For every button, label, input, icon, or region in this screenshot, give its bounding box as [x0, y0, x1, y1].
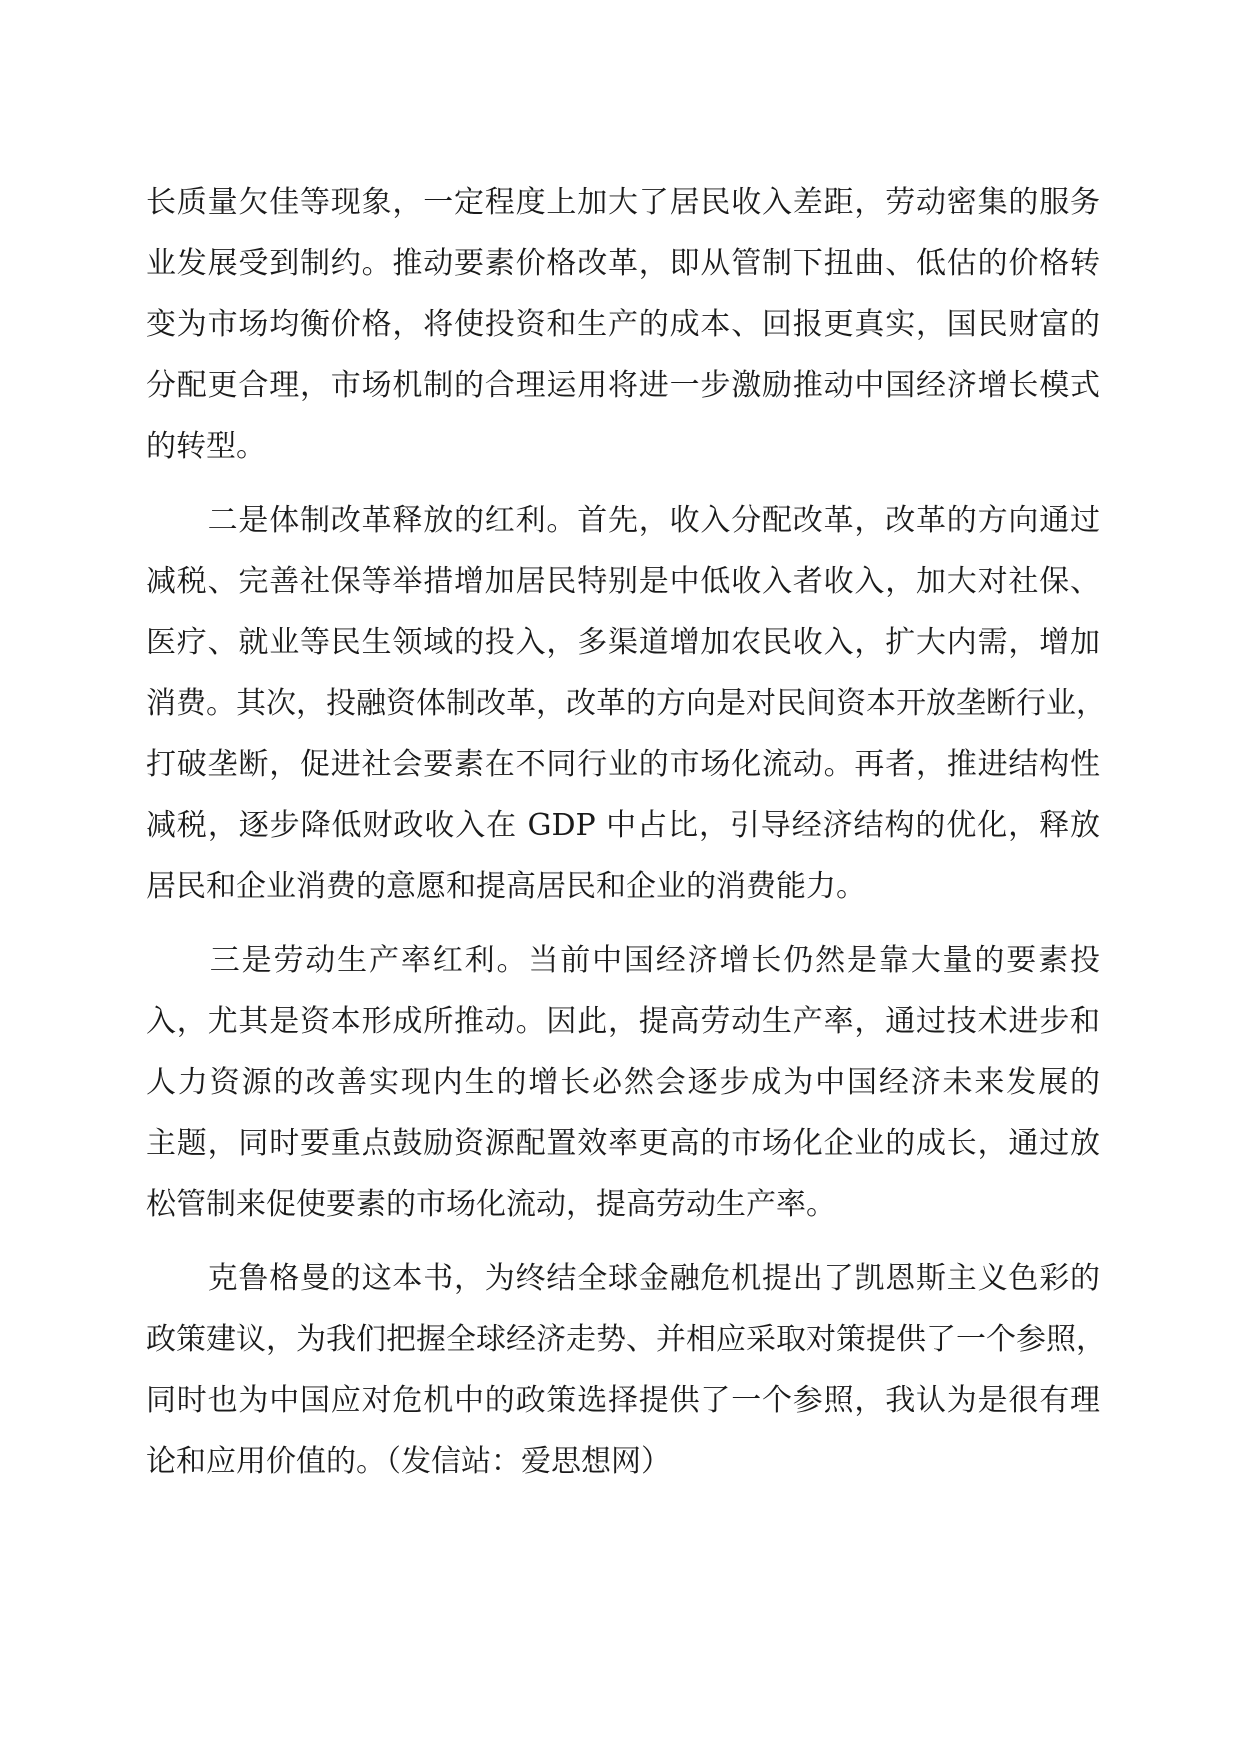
text-line: 论和应用价值的。（发信站：爱思想网）	[146, 1444, 671, 1479]
text-line: 三是劳动生产率红利。当前中国经济增长仍然是靠大量的要素投	[146, 943, 1100, 978]
text-line: 打破垄断，促进社会要素在不同行业的市场化流动。再者，推进结构性	[146, 747, 1100, 782]
text-line: 医疗、就业等民生领域的投入，多渠道增加农民收入，扩大内需，增加	[146, 625, 1100, 660]
text-line: 减税，逐步降低财政收入在 GDP 中占比，引导经济结构的优化，释放	[146, 808, 1100, 843]
text-line: 居民和企业消费的意愿和提高居民和企业的消费能力。	[146, 869, 866, 904]
text-line: 减税、完善社保等举措增加居民特别是中低收入者收入，加大对社保、	[146, 564, 1100, 599]
paragraph-2	[146, 490, 1106, 917]
text-line: 入，尤其是资本形成所推动。因此，提高劳动生产率，通过技术进步和	[146, 1004, 1100, 1039]
text-line: 人力资源的改善实现内生的增长必然会逐步成为中国经济未来发展的	[146, 1065, 1100, 1100]
text-line: 分配更合理，市场机制的合理运用将进一步激励推动中国经济增长模式	[146, 368, 1100, 403]
paragraph-1	[146, 172, 1100, 477]
text-line: 变为市场均衡价格，将使投资和生产的成本、回报更真实，国民财富的	[146, 307, 1100, 342]
text-line: 消费。其次，投融资体制改革，改革的方向是对民间资本开放垄断行业，	[146, 686, 1106, 721]
text-line: 业发展受到制约。推动要素价格改革，即从管制下扭曲、低估的价格转	[146, 246, 1100, 281]
text-line: 长质量欠佳等现象，一定程度上加大了居民收入差距，劳动密集的服务	[146, 185, 1100, 220]
text-line: 的转型。	[146, 429, 266, 464]
paragraph-4	[146, 1248, 1106, 1492]
text-line: 同时也为中国应对危机中的政策选择提供了一个参照，我认为是很有理	[146, 1383, 1100, 1418]
paragraph-3	[146, 930, 1100, 1235]
text-line: 松管制来促使要素的市场化流动，提高劳动生产率。	[146, 1187, 836, 1222]
text-line: 政策建议，为我们把握全球经济走势、并相应采取对策提供了一个参照，	[146, 1322, 1106, 1357]
text-line: 主题，同时要重点鼓励资源配置效率更高的市场化企业的成长，通过放	[146, 1126, 1100, 1161]
document-body	[146, 172, 1106, 1492]
text-line: 克鲁格曼的这本书，为终结全球金融危机提出了凯恩斯主义色彩的	[146, 1261, 1100, 1296]
text-line: 二是体制改革释放的红利。首先，收入分配改革，改革的方向通过	[146, 503, 1100, 538]
